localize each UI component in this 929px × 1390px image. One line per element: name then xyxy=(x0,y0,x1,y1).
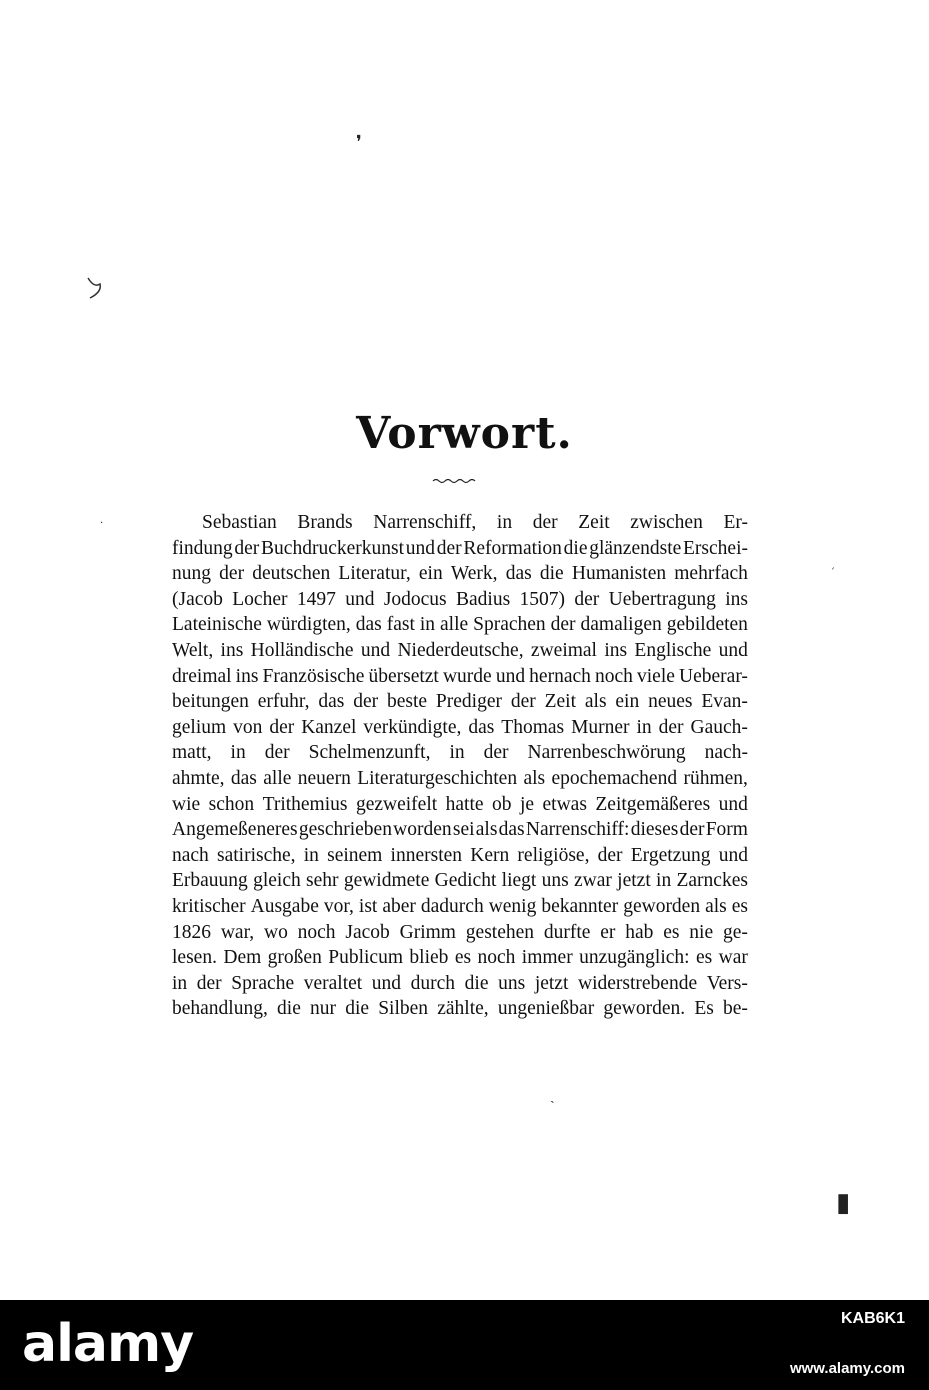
text-line: nung der deutschen Literatur, ein Werk, das die Humanisten mehrfach xyxy=(172,563,748,585)
text-line: Lateinische würdigten, das fast in alle Sprachen der damaligen gebildeten xyxy=(172,614,748,636)
ink-spot-mark: ❜ xyxy=(356,132,362,153)
ink-blot-mark: ▮ xyxy=(836,1188,851,1218)
page-title: Vorwort. xyxy=(356,408,573,459)
text-line: 1826 war, wo noch Jacob Grimm gestehen durfte er hab es nie ge- xyxy=(172,921,748,943)
text-line: lesen. Dem großen Publicum blieb es noch immer unzugänglich: es war xyxy=(172,947,748,969)
dust-speck-mark: ˏ xyxy=(550,1088,555,1104)
body-paragraph xyxy=(172,510,748,1022)
brand-logo: alamy xyxy=(22,1314,194,1374)
text-line: gelium von der Kanzel verkündigte, das Thomas Murner in der Gauch- xyxy=(172,716,748,738)
text-line: Angemeßeneres geschrieben worden sei als das Narrenschiff: dieses der Form xyxy=(172,819,748,841)
site-url-label: www.alamy.com xyxy=(789,1360,905,1377)
text-line: beitungen erfuhr, das der beste Prediger der Zeit als ein neues Evan- xyxy=(172,691,748,713)
text-line: Sebastian Brands Narrenschiff, in der Zeit zwischen Er- xyxy=(202,512,748,533)
text-line: findung der Buchdruckerkunst und der Reformation die glänzendste Erschei- xyxy=(172,537,748,559)
text-line: ahmte, das alle neuern Literaturgeschichten als epochemachend rühmen, xyxy=(172,767,748,789)
text-line: kritischer Ausgabe vor, ist aber dadurch wenig bekannter geworden als es xyxy=(172,895,748,917)
text-line: dreimal ins Französische übersetzt wurde und hernach noch viele Ueberar- xyxy=(172,665,748,687)
watermark-footer xyxy=(0,1300,929,1390)
text-line: Erbauung gleich sehr gewidmete Gedicht liegt uns zwar jetzt in Zarnckes xyxy=(172,870,748,892)
dust-speck-mark: · xyxy=(100,518,104,529)
pencil-check-mark xyxy=(84,274,106,302)
text-line: matt, in der Schelmenzunft, in der Narrenbeschwörung nach- xyxy=(172,742,748,764)
text-line: Welt, ins Holländische und Niederdeutsche, zweimal ins Englische und xyxy=(172,639,748,661)
text-line: wie schon Trithemius gezweifelt hatte ob je etwas Zeitgemäßeres und xyxy=(172,793,748,815)
text-line: (Jacob Locher 1497 und Jodocus Badius 1507) der Uebertragung ins xyxy=(172,588,748,610)
text-line: behandlung, die nur die Silben zählte, ungenießbar geworden. Es be- xyxy=(172,998,748,1020)
text-line: in der Sprache veraltet und durch die uns jetzt widerstrebende Vers- xyxy=(172,972,748,994)
dust-speck-mark: ˊ xyxy=(830,568,835,579)
image-id-label: KAB6K1 xyxy=(840,1310,905,1327)
text-line: nach satirische, in seinem innersten Kern religiöse, der Ergetzung und xyxy=(172,844,748,866)
title-flourish-ornament xyxy=(432,477,476,485)
